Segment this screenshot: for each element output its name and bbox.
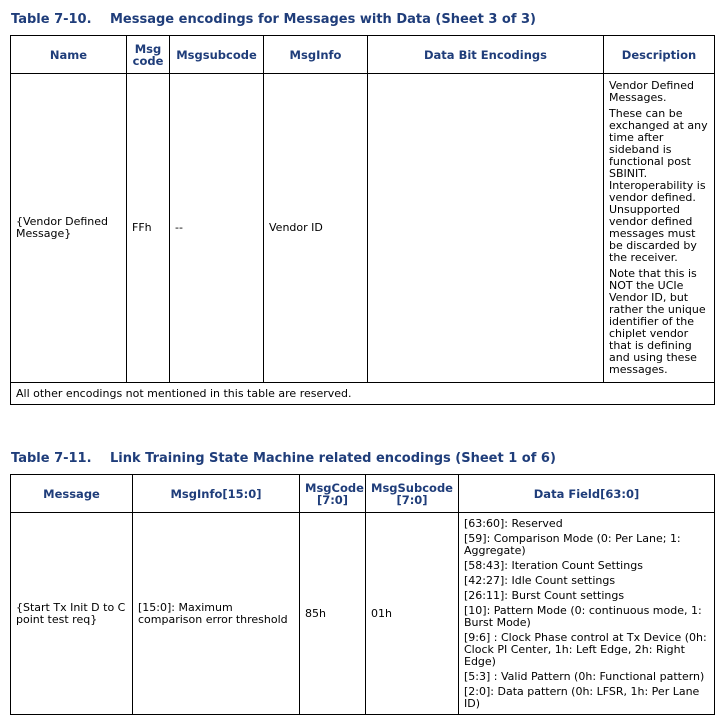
header-msginfo: MsgInfo [264,36,368,74]
cell-msgsubcode: 01h [366,513,459,715]
cell-msginfo: [15:0]: Maximum comparison error threshold [133,513,300,715]
table2-header-row [11,475,715,513]
cell-name: {Vendor Defined Message} [11,74,127,383]
header-message: Message [11,475,133,513]
cell-data-bit-encodings [368,74,604,383]
description-paragraph: These can be exchanged at any time after sideband is functional post SBINIT. Interoperability is vendor defined. Unsupported vendor defined messages must be discarded by the receiver. [609,107,708,264]
data-field-entry: [63:60]: Reserved [464,516,563,530]
description-paragraph: Vendor Defined Messages. [609,79,695,104]
header-description: Description [604,36,715,74]
cell-description [604,74,715,383]
data-field-entry: [2:0]: Data pattern (0h: LFSR, 1h: Per Lane ID) [464,684,700,710]
data-field-entry: [10]: Pattern Mode (0: continuous mode, 1: Burst Mode) [464,603,702,629]
cell-msginfo: Vendor ID [264,74,368,383]
table2 [10,474,715,715]
cell-msgcode: 85h [300,513,366,715]
data-field-entry: [42:27]: Idle Count settings [464,573,616,587]
table-row [11,74,715,383]
table1-footer-note: All other encodings not mentioned in this table are reserved. [11,383,715,405]
data-field-entry: [9:6] : Clock Phase control at Tx Device (0h: Clock PI Center, 1h: Left Edge, 2h: Right Edge) [464,630,707,668]
table1-title: Message encodings for Messages with Data (Sheet 3 of 3) [110,12,536,27]
header-msg-code: Msg code [127,36,170,74]
data-field-entry: [58:43]: Iteration Count Settings [464,558,643,572]
table-row [11,513,715,715]
header-msginfo: MsgInfo[15:0] [133,475,300,513]
data-field-entry: [5:3] : Valid Pattern (0h: Functional pattern) [464,669,705,683]
table2-caption [11,451,556,466]
table1-footer-row [11,383,715,405]
cell-msgsubcode: -- [170,74,264,383]
header-name: Name [11,36,127,74]
header-data-bit-encodings: Data Bit Encodings [368,36,604,74]
table1-header-row [11,36,715,74]
header-msgcode: MsgCode [7:0] [300,475,366,513]
data-field-entry: [26:11]: Burst Count settings [464,588,625,602]
header-data-field: Data Field[63:0] [459,475,715,513]
table1 [10,35,715,405]
table2-title: Link Training State Machine related encodings (Sheet 1 of 6) [110,451,556,466]
cell-message: {Start Tx Init D to C point test req} [11,513,133,715]
data-field-entry: [59]: Comparison Mode (0: Per Lane; 1: Aggregate) [464,531,681,557]
cell-msg-code: FFh [127,74,170,383]
header-msgsubcode: MsgSubcode [7:0] [366,475,459,513]
table1-caption [11,12,536,27]
header-msgsubcode: Msgsubcode [170,36,264,74]
description-paragraph: Note that this is NOT the UCIe Vendor ID, but rather the unique identifier of the chiplet vendor that is defining and using these messages. [609,267,706,376]
table1-number: Table 7-10. [11,12,92,27]
cell-data-field [459,513,715,715]
table2-number: Table 7-11. [11,451,92,466]
